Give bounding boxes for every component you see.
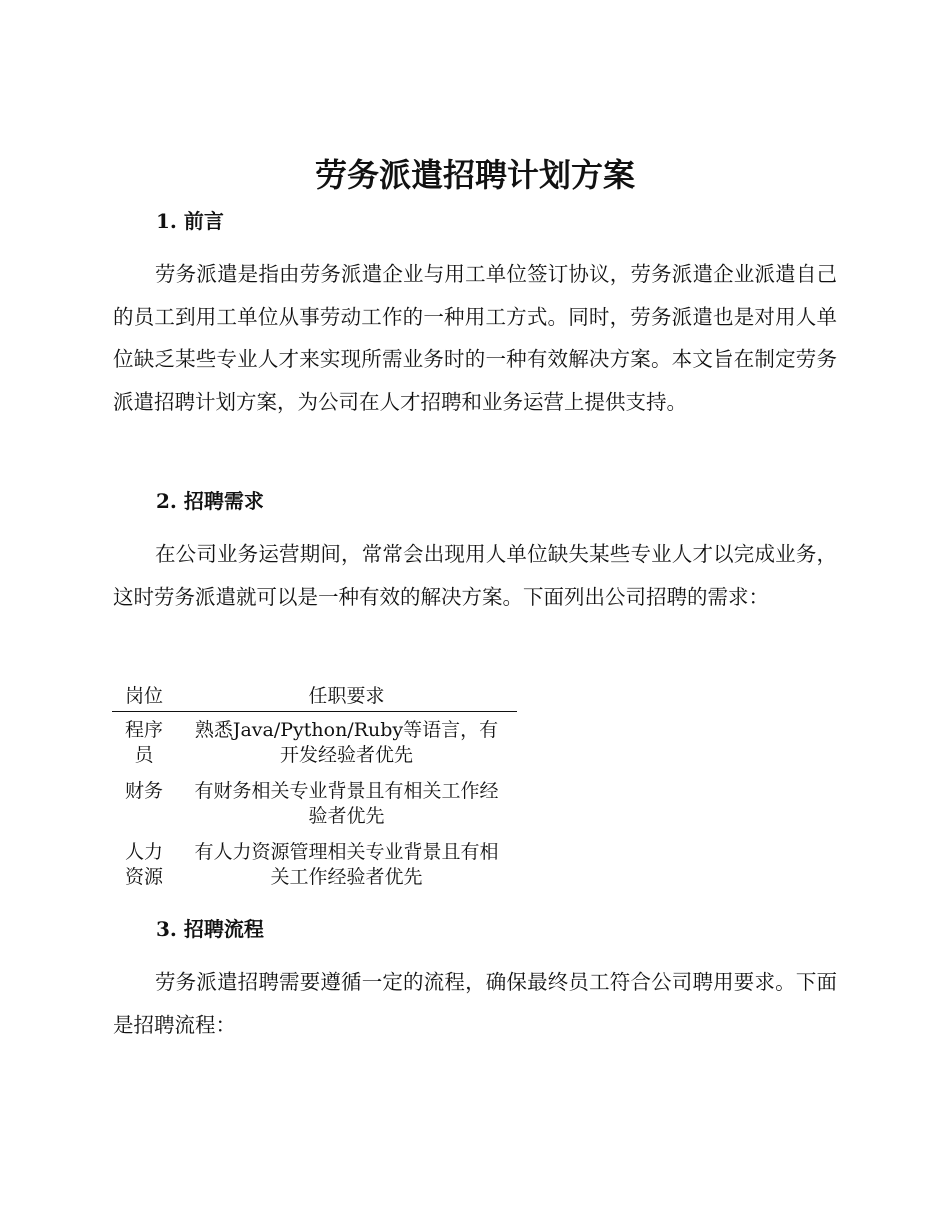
section-heading-preface: 1. 前言 — [156, 209, 224, 233]
table-row — [112, 712, 517, 774]
table-header-requirement: 任职要求 — [176, 678, 517, 712]
table-header-role: 岗位 — [112, 678, 176, 712]
table-cell-role: 程序员 — [124, 719, 163, 766]
table-cell-role: 财务 — [124, 780, 163, 802]
section-heading-requirements: 2. 招聘需求 — [156, 489, 264, 513]
table-row — [112, 773, 517, 834]
paragraph-process: 劳务派遣招聘需要遵循一定的流程，确保最终员工符合公司聘用要求。下面是招聘流程： — [113, 970, 837, 1037]
section-heading-process: 3. 招聘流程 — [156, 917, 264, 941]
paragraph-requirements: 在公司业务运营期间，常常会出现用人单位缺失某些专业人才以完成业务，这时劳务派遣就可以是一种有效的解决方案。下面列出公司招聘的需求： — [113, 542, 837, 609]
document-title: 劳务派遣招聘计划方案 — [314, 156, 635, 194]
table-row — [112, 834, 517, 895]
table-cell-requirement: 有人力资源管理相关专业背景且有相关工作经验者优先 — [194, 841, 499, 888]
requirements-table — [112, 678, 517, 895]
paragraph-preface: 劳务派遣是指由劳务派遣企业与用工单位签订协议，劳务派遣企业派遣自己的员工到用工单位从事劳动工作的一种用工方式。同时，劳务派遣也是对用人单位缺乏某些专业人才来实现所需业务时的一种有效解决方案。本文旨在制定劳务派遣招聘计划方案，为公司在人才招聘和业务运营上提供支持。 — [113, 262, 837, 414]
table-header-row — [112, 678, 517, 712]
table-cell-role: 人力资源 — [124, 841, 163, 888]
table-cell-requirement: 熟悉Java/Python/Ruby等语言，有开发经验者优先 — [194, 719, 499, 766]
table-cell-requirement: 有财务相关专业背景且有相关工作经验者优先 — [194, 780, 499, 827]
